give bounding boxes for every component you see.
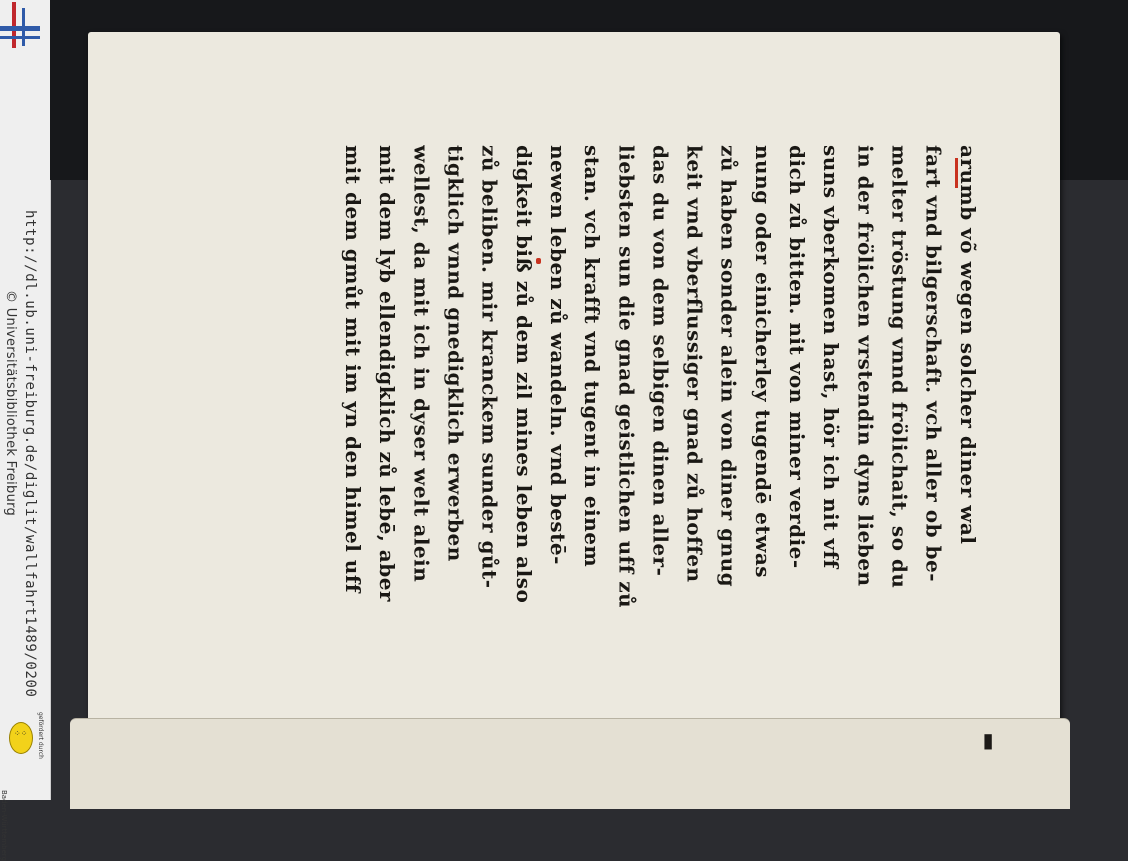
facing-page-glyphs: ▮ — [976, 728, 1000, 752]
text-line: dich zů bitten. nit von miner verdie- — [785, 145, 810, 569]
text-line: mit dem lyb ellendigklich zů lebē, aber — [375, 145, 400, 602]
text-line: in der frölichen vrstendin dyns lieben — [853, 145, 878, 587]
text-line: das du von dem selbigen dinen aller- — [648, 145, 673, 577]
text-line: melter tröstung vnnd frölichait, so du — [887, 145, 912, 589]
copyright-notice: © Universitätsbibliothek Freiburg — [3, 290, 18, 517]
text-line: fart vnd bilgerschaft. vch aller ob be- — [921, 145, 946, 583]
library-logo-stripe — [0, 26, 40, 31]
text-line: digkeit biß zů dem zil mines leben also — [511, 145, 536, 604]
text-line: suns vberkomen hast, hör ich nit vff — [819, 145, 844, 569]
source-url[interactable]: http://dl.ub.uni-freiburg.de/diglit/wallfahrt1489/0200 — [22, 210, 38, 698]
text-line: liebsten sun die gnad geistlichen uff zů — [614, 145, 639, 609]
text-line: zů beliben. mir kranckem sunder gůt- — [477, 145, 502, 589]
library-logo-stripe-2 — [0, 36, 40, 39]
text-line: zů haben sonder alein von diner gnug — [716, 145, 741, 588]
funder-name: Baden-Württemberg — [0, 790, 8, 861]
funder-seal-icon: ⁘⁘ — [9, 722, 33, 754]
facing-page-text — [300, 728, 1000, 808]
text-line: arumb võ wegen solcher diner wal — [955, 145, 980, 545]
library-logo-icon — [12, 2, 16, 48]
text-line: mit dem gmůt mit im yn den himel uff — [341, 145, 365, 594]
text-line: nung oder einicherley tugendē etwas — [750, 145, 775, 579]
text-line: tigklich vnnd gnedigklich erwerben — [443, 145, 468, 562]
text-line: stan. vch krafft vnd tugent in einem — [580, 145, 605, 568]
credit-sidebar — [0, 0, 51, 861]
text-line: newen leben zů wandeln. vnd bestē- — [545, 145, 570, 565]
text-line: keit vnd vberflussiger gnad zů hoffen — [682, 145, 707, 583]
text-line: wellest, da mit ich in dyser welt alein — [409, 145, 434, 583]
funded-by-label: gefördert durch — [37, 712, 44, 759]
text-lines — [340, 145, 980, 630]
text-block — [340, 145, 980, 630]
